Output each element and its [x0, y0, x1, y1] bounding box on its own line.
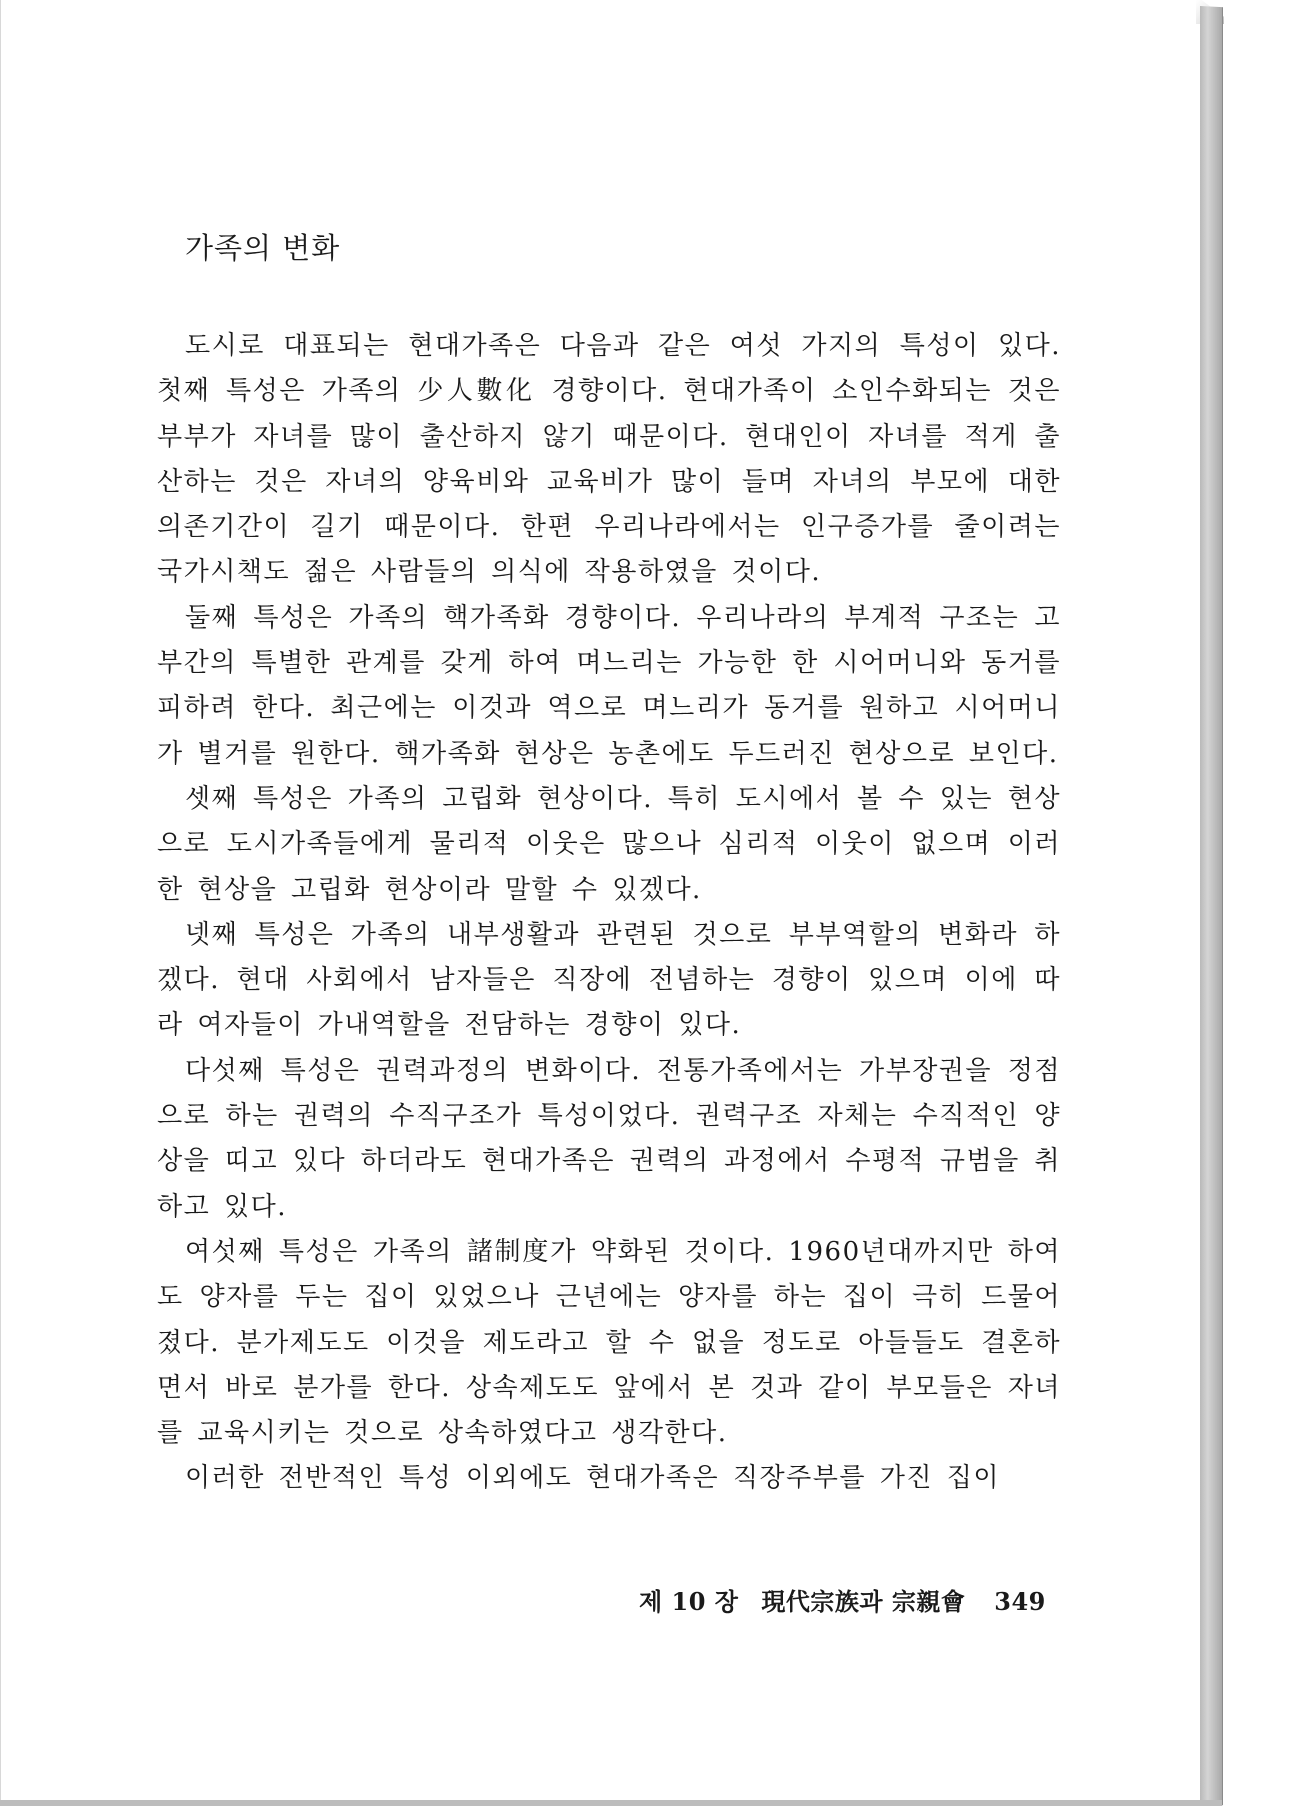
- text-block: [157, 228, 1061, 1502]
- paragraph: 이러한 전반적인 특성 이외에도 현대가족은 직장주부를 가진 집이: [185, 1463, 1000, 1494]
- chapter-label: 제 10 장: [639, 1587, 739, 1616]
- bottom-edge: [0, 1800, 1222, 1806]
- paragraph: 둘째 특성은 가족의 핵가족화 경향이다. 우리나라의 부계적 구조는 고부간의 특별한 관계를 갖게 하여 며느리는 가능한 한 시어머니와 동거를 피하려 한다. 최근에는 이것과 역으로 며느리가 동거를 원하고 시어머니가 별거를 원한다. 핵가족화 현상은 농촌에도 두드러진 현상으로 보인다.: [157, 602, 1061, 769]
- paragraph: 넷째 특성은 가족의 내부생활과 관련된 것으로 부부역할의 변화라 하겠다. 현대 사회에서 남자들은 직장에 전념하는 경향이 있으며 이에 따라 여자들이 가내역할을 전담하는 경향이 있다.: [157, 919, 1061, 1041]
- page-number: 349: [994, 1587, 1046, 1616]
- paragraph: 도시로 대표되는 현대가족은 다음과 같은 여섯 가지의 특성이 있다. 첫째 특성은 가족의 少人數化 경향이다. 현대가족이 소인수화되는 것은 부부가 자녀를 많이 출산하지 않기 때문이다. 현대인이 자녀를 적게 출산하는 것은 자녀의 양육비와 교육비가 많이 들며 자녀의 부모에 대한 의존기간이 길기 때문이다. 한편 우리나라에서는 인구증가를 줄이려는 국가시책도 젊은 사람들의 의식에 작용하였을 것이다.: [157, 331, 1061, 588]
- paragraph: 다섯째 특성은 권력과정의 변화이다. 전통가족에서는 가부장권을 정점으로 하는 권력의 수직구조가 특성이었다. 권력구조 자체는 수직적인 양상을 띠고 있다 하더라도 현대가족은 권력의 과정에서 수평적 규범을 취하고 있다.: [157, 1055, 1061, 1222]
- chapter-title: 現代宗族과 宗親會: [761, 1587, 966, 1616]
- book-spine-edge: [1200, 6, 1223, 1805]
- paragraph: 여섯째 특성은 가족의 諸制度가 약화된 것이다. 1960년대까지만 하여도 양자를 두는 집이 있었으나 근년에는 양자를 하는 집이 극히 드물어졌다. 분가제도도 이것을 제도라고 할 수 없을 정도로 아들들도 결혼하면서 바로 분가를 한다. 상속제도도 앞에서 본 것과 같이 부모들은 자녀를 교육시키는 것으로 상속하였다고 생각한다.: [157, 1236, 1061, 1449]
- section-heading: 가족의 변화: [185, 231, 341, 265]
- page-footer: [639, 1582, 1046, 1617]
- paragraph: 셋째 특성은 가족의 고립화 현상이다. 특히 도시에서 볼 수 있는 현상으로 도시가족들에게 물리적 이웃은 많으나 심리적 이웃이 없으며 이러한 현상을 고립화 현상이라 말할 수 있겠다.: [157, 783, 1061, 905]
- body-text: [157, 324, 1061, 1502]
